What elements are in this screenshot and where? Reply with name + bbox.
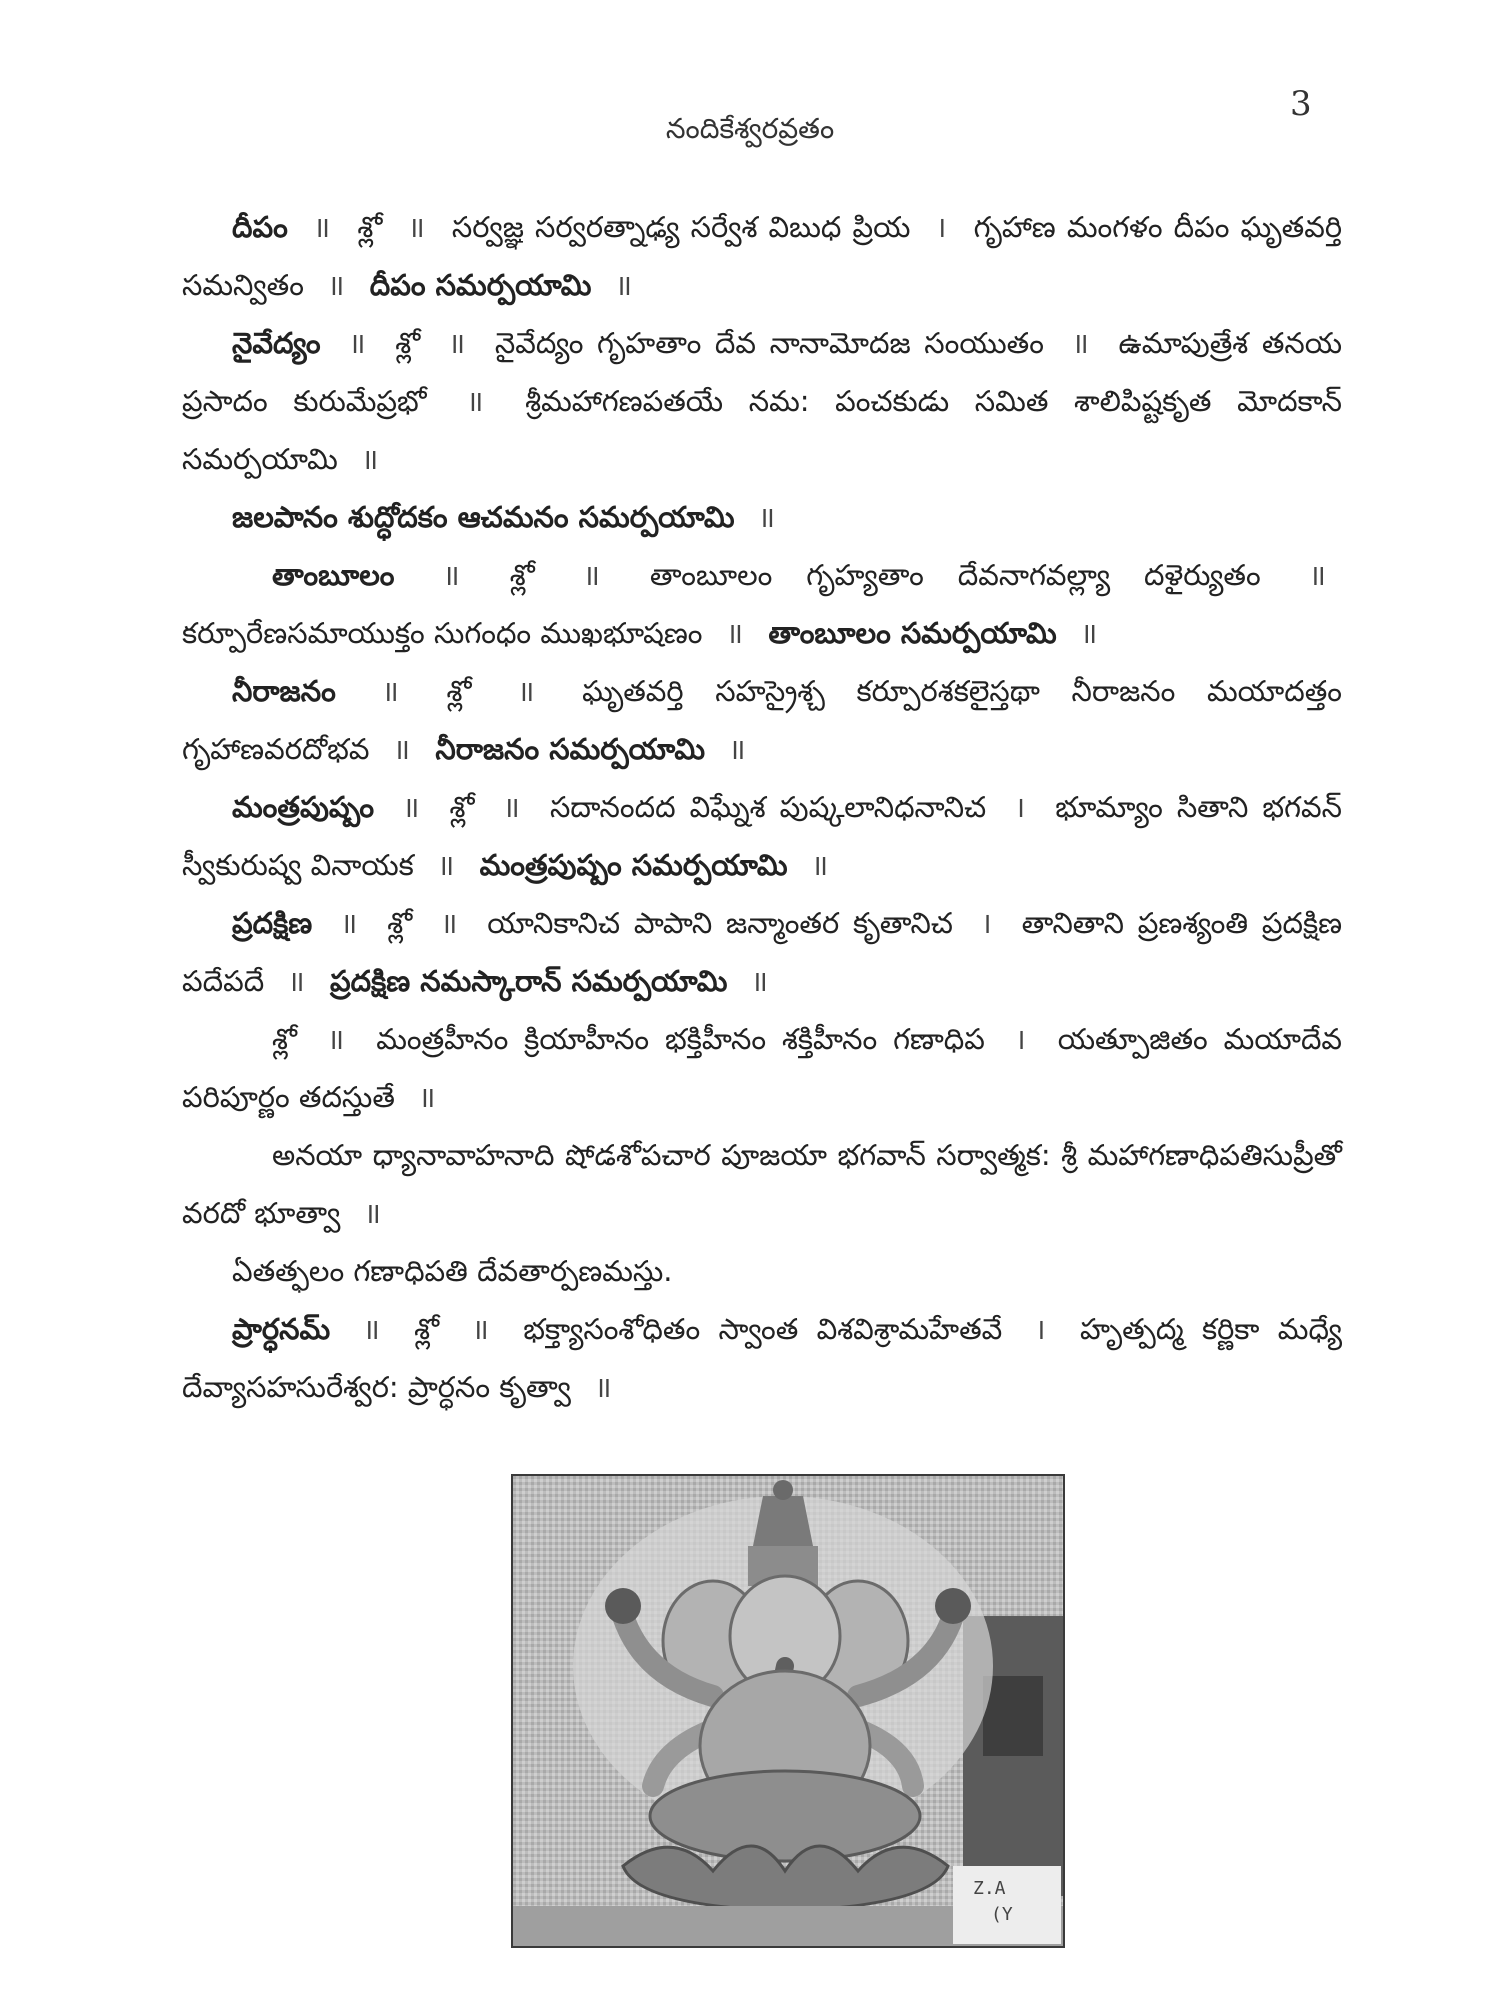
paragraph-prarthanam — [182, 1300, 1342, 1416]
paragraph-deepam — [182, 198, 1342, 314]
verse-separator: ॥ — [327, 268, 347, 302]
verse-separator: ॥ — [471, 1312, 491, 1346]
verse-separator: ॥ — [361, 442, 381, 476]
body-text — [182, 198, 1342, 1416]
verse-separator: ॥ — [466, 384, 486, 418]
verse-text: అనయా ధ్యానావాహనాది షోడశోపచార పూజయా భగవాన్ సర్వాత్మక: శ్రీ మహాగణాధిపతిసుప్రీతో వరదో భూత్వా — [182, 1138, 1342, 1230]
verse-text: ఏతత్ఫలం గణాధిపతి దేవతార్పణమస్తు. — [232, 1254, 673, 1288]
verse-separator: ॥ — [1071, 326, 1091, 360]
paragraph-jalapanam — [182, 488, 1342, 546]
verse-separator: ॥ — [725, 616, 746, 650]
verse-separator: । — [1014, 1022, 1028, 1056]
verse-separator: ॥ — [582, 558, 602, 592]
paragraph-neerajanam — [182, 662, 1342, 778]
verse-text: ఉమాపుత్రేశ తనయ ప్రసాదం కురుమేప్రభో — [182, 326, 1343, 418]
verse-separator: ॥ — [517, 674, 537, 708]
verse-separator: ॥ — [437, 848, 457, 882]
heading-phrase: మంత్రపుష్పం — [232, 790, 375, 824]
heading-phrase: దీపం సమర్పయామి — [369, 268, 592, 302]
stamp-line-2: (Y — [991, 1904, 1013, 1925]
verse-separator: ॥ — [1079, 616, 1100, 650]
heading-phrase: ప్రదక్షిణ — [232, 906, 313, 940]
verse-text: శ్లో — [414, 1312, 440, 1346]
ganesha-image — [513, 1476, 1063, 1946]
verse-text: కర్పూరేణసమాయుక్తం సుగంధం ముఖభూషణం — [182, 616, 703, 650]
verse-separator: ॥ — [750, 964, 771, 998]
verse-separator: ॥ — [312, 210, 333, 244]
stamp-line-1: Z.A — [973, 1878, 1006, 1899]
paragraph-kshamapana — [182, 1010, 1342, 1126]
verse-text: ఘృతవర్తి సహస్రైశ్చ కర్పూరశకలైస్తథా నీరాజనం మయాదత్తం గృహాణవరదోభవ — [182, 674, 1343, 766]
verse-separator: । — [935, 210, 949, 244]
verse-text: శ్లో — [357, 210, 383, 244]
verse-separator: ॥ — [362, 1312, 382, 1346]
verse-text: యత్పూజితం మయాదేవ పరిపూర్ణం తదస్తుతే — [182, 1022, 1343, 1114]
verse-separator: ॥ — [594, 1370, 614, 1404]
verse-separator: ॥ — [287, 964, 307, 998]
verse-separator: ॥ — [447, 326, 468, 360]
page-number: 3 — [1290, 84, 1312, 124]
verse-separator: ॥ — [810, 848, 831, 882]
verse-separator: ॥ — [402, 790, 422, 824]
verse-text: యానికానిచ పాపాని జన్మాంతర కృతానిచ — [487, 906, 953, 940]
verse-text: శ్లో — [446, 674, 472, 708]
verse-separator: ॥ — [348, 326, 368, 360]
verse-text: మంత్రహీనం క్రియాహీనం భక్తిహీనం శక్తిహీనం గణాధిప — [376, 1022, 985, 1056]
heading-phrase: జలపానం శుద్ధోదకం ఆచమనం సమర్పయామి — [232, 500, 735, 534]
paragraph-mantrapushpam — [182, 778, 1342, 894]
verse-text: గృహాణ మంగళం దీపం ఘృతవర్తి సమన్వితం — [182, 210, 1343, 302]
paragraph-naivedyam — [182, 314, 1342, 488]
verse-text: శ్లో — [509, 558, 535, 592]
verse-separator: ॥ — [392, 732, 413, 766]
verse-separator: ॥ — [1308, 558, 1328, 592]
verse-separator: । — [1014, 790, 1028, 824]
verse-separator: ॥ — [363, 1196, 383, 1230]
verse-text: శ్రీమహాగణపతయే నమ: పంచకుడు సమిత శాలిపిష్టకృత మోదకాన్ సమర్పయామి — [182, 384, 1343, 476]
verse-text: శ్లో — [387, 906, 413, 940]
verse-text: తాంబూలం గృహ్యతాం దేవనాగవల్ల్యా దళైర్యుతం — [649, 558, 1261, 592]
ganesha-illustration — [511, 1474, 1065, 1948]
running-header: నందికేశ్వరవ్రతం — [665, 112, 835, 145]
heading-phrase: నైవేద్యం — [232, 326, 321, 360]
verse-separator: ॥ — [728, 732, 748, 766]
paragraph-phalam — [182, 1242, 1342, 1300]
verse-text: సర్వజ్ఞ సర్వరత్నాఢ్య సర్వేశ విబుధ ప్రియ — [451, 210, 911, 244]
paragraph-pradakshina — [182, 894, 1342, 1010]
heading-phrase: నీరాజనం — [232, 674, 336, 708]
verse-text: హృత్పద్మ కర్ణికా మధ్యే దేవ్యాసహసురేశ్వర: ప్రార్ధనం కృత్వా — [182, 1312, 1342, 1404]
verse-text: భూమ్యాం సితాని భగవన్ స్వీకురుష్వ వినాయక — [182, 790, 1342, 882]
verse-separator: । — [1034, 1312, 1048, 1346]
heading-phrase: ప్రార్ధనమ్ — [232, 1312, 331, 1346]
paragraph-tambulam — [182, 546, 1342, 662]
verse-separator: ॥ — [340, 906, 360, 940]
verse-text: తానితాని ప్రణశ్యంతి ప్రదక్షిణ పదేపదే — [182, 906, 1343, 998]
verse-text: శ్లో — [395, 326, 421, 360]
verse-text: శ్లో — [272, 1022, 297, 1056]
heading-phrase: ప్రదక్షిణ నమస్కారాన్ సమర్పయామి — [330, 964, 728, 998]
verse-separator: ॥ — [440, 906, 460, 940]
verse-text: సదానందద విఘ్నేశ పుష్కలానిధనానిచ — [549, 790, 987, 824]
verse-separator: ॥ — [326, 1022, 347, 1056]
verse-separator: ॥ — [442, 558, 462, 592]
verse-separator: । — [980, 906, 994, 940]
paragraph-anaya — [182, 1126, 1342, 1242]
heading-phrase: తాంబూలం సమర్పయామి — [768, 616, 1057, 650]
verse-separator: ॥ — [407, 210, 427, 244]
verse-separator: ॥ — [502, 790, 522, 824]
verse-separator: ॥ — [381, 674, 401, 708]
verse-separator: ॥ — [757, 500, 778, 534]
verse-text: నైవేద్యం గృహతాం దేవ నానామోదజ సంయుతం — [494, 326, 1044, 360]
heading-phrase: నీరాజనం సమర్పయామి — [435, 732, 706, 766]
verse-text: శ్లో — [449, 790, 475, 824]
heading-phrase: దీపం — [232, 210, 288, 244]
verse-text: భక్త్యాసంశోధితం స్వాంత విశవిశ్రామహేతవే — [523, 1312, 1003, 1346]
verse-separator: ॥ — [614, 268, 635, 302]
heading-phrase: తాంబూలం — [272, 558, 395, 592]
heading-phrase: మంత్రపుష్పం సమర్పయామి — [479, 848, 788, 882]
verse-separator: ॥ — [418, 1080, 438, 1114]
